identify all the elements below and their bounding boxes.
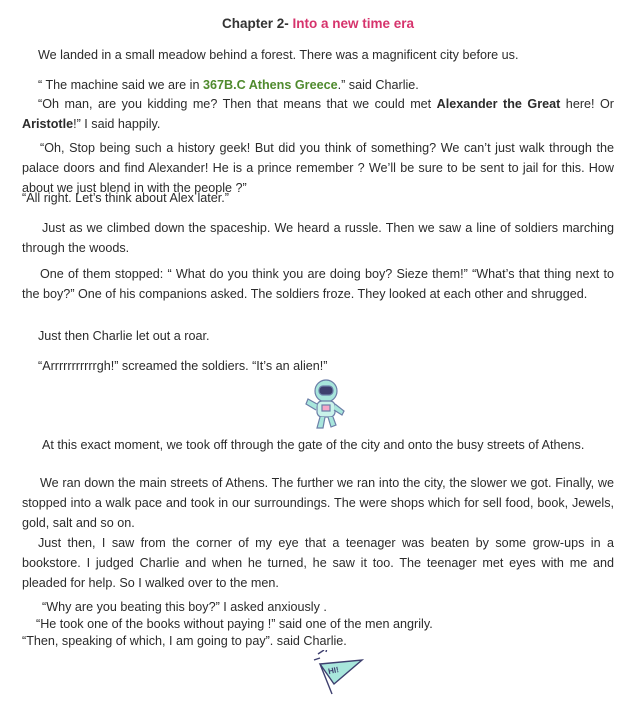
paragraph-5: “All right. Let’s think about Alex later.” [22, 191, 229, 205]
paragraph-2-text-a: “ The machine said we are in [38, 78, 203, 92]
paragraph-1: We landed in a small meadow behind a forest. There was a magnificent city before us. [38, 48, 519, 62]
name-highlight-aristotle: Aristotle [22, 117, 74, 131]
paragraph-2 [22, 75, 614, 95]
paragraph-3-text-b: here! Or [560, 97, 614, 111]
pennant-flag-icon [312, 650, 368, 696]
chapter-title [22, 16, 614, 31]
chapter-title-prefix: Chapter 2- [221, 16, 293, 31]
name-highlight-alexander: Alexander the Great [436, 97, 561, 111]
paragraph-3-text-c: !” I said happily. [73, 117, 161, 131]
place-highlight: 367B.C Athens Greece [202, 78, 338, 92]
paragraph-4: “Oh, Stop being such a history geek! But did you think of something? We can’t just walk through the palace doors and find Alexander! He is a prince remember ? We’ll be sure to be sent to jail for this. How about we just blend in with the people ?” [22, 141, 614, 195]
flag-text: HI! [327, 665, 340, 677]
chapter-title-accent: Into a new time era [292, 16, 415, 31]
paragraph-8: Just then Charlie let out a roar. [38, 329, 210, 343]
astronaut-icon [302, 377, 350, 431]
paragraph-9: “Arrrrrrrrrrrgh!” screamed the soldiers. “It’s an alien!” [38, 359, 328, 373]
paragraph-2-text-b: .” said Charlie. [337, 78, 419, 92]
paragraph-15: “Then, speaking of which, I am going to pay”. said Charlie. [22, 634, 347, 648]
paragraph-10: At this exact moment, we took off through the gate of the city and onto the busy streets of Athens. [42, 438, 585, 452]
paragraph-7: One of them stopped: “ What do you think you are doing boy? Sieze them!” “What’s that thing next to the boy?” One of his companions asked. The soldiers froze. They looked at each other and shrugged. [22, 267, 614, 301]
paragraph-6: Just as we climbed down the spaceship. We heard a russle. Then we saw a line of soldiers marching through the woods. [22, 221, 614, 255]
paragraph-14: “He took one of the books without paying !” said one of the men angrily. [36, 617, 433, 631]
paragraph-12: Just then, I saw from the corner of my eye that a teenager was beaten by some grow-ups in a bookstore. I judged Charlie and when he turned, he saw it too. The teenager met eyes with me and pleaded for help. So I walked over to the men. [22, 536, 614, 590]
paragraph-13: “Why are you beating this boy?” I asked anxiously . [42, 600, 327, 614]
paragraph-3 [22, 94, 614, 134]
paragraph-11: We ran down the main streets of Athens. The further we ran into the city, the slower we got. Finally, we stopped into a walk pace and took in our surroundings. The were shops which for sell food, book, Jewels, gold, salt and so on. [22, 476, 614, 530]
paragraph-3-text-a: “Oh man, are you kidding me? Then that means that we could met [38, 97, 437, 111]
